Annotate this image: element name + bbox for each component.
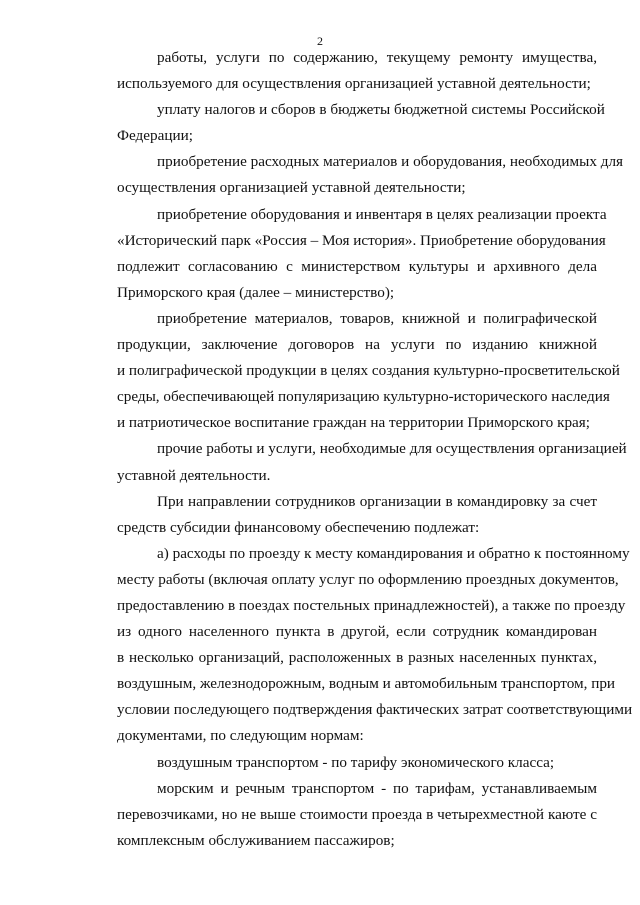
text-line: и полиграфической продукции в целях создания культурно-просветительской bbox=[117, 362, 620, 380]
text-line: средств субсидии финансовому обеспечению подлежат: bbox=[117, 518, 480, 536]
text-line: приобретение материалов, товаров, книжной и полиграфической bbox=[157, 309, 597, 327]
text-line: воздушным, железнодорожным, водным и автомобильным транспортом, при bbox=[117, 675, 616, 693]
paragraph bbox=[77, 776, 597, 854]
paragraph bbox=[77, 97, 605, 149]
text-line: в несколько организаций, расположенных в разных населенных пунктах, bbox=[117, 649, 597, 667]
text-line: приобретение расходных материалов и оборудования, необходимых для bbox=[157, 153, 624, 171]
text-line: месту работы (включая оплату услуг по оформлению проездных документов, bbox=[117, 570, 619, 588]
text-line: продукции, заключение договоров на услуги по изданию книжной bbox=[117, 336, 597, 354]
text-line: осуществления организацией уставной деятельности; bbox=[117, 179, 466, 197]
text-line: и патриотическое воспитание граждан на территории Приморского края; bbox=[117, 414, 590, 432]
paragraph bbox=[77, 436, 627, 488]
text-line: уплату налогов и сборов в бюджеты бюджетной системы Российской bbox=[157, 101, 605, 119]
text-line: работы, услуги по содержанию, текущему ремонту имущества, bbox=[157, 49, 597, 66]
text-line: документами, по следующим нормам: bbox=[117, 727, 364, 745]
paragraph bbox=[77, 202, 607, 306]
paragraph bbox=[77, 750, 597, 776]
text-line: подлежит согласованию с министерством культуры и архивного дела bbox=[117, 257, 597, 275]
text-line: среды, обеспечивающей популяризацию культурно-исторического наследия bbox=[117, 388, 610, 406]
text-line: комплексным обслуживанием пассажиров; bbox=[117, 831, 395, 849]
paragraph bbox=[77, 489, 597, 541]
text-line: приобретение оборудования и инвентаря в целях реализации проекта bbox=[157, 205, 607, 223]
text-line: используемого для осуществления организацией уставной деятельности; bbox=[117, 75, 591, 93]
document-body bbox=[77, 45, 633, 854]
text-line: морским и речным транспортом - по тарифам, устанавливаемым bbox=[157, 779, 597, 797]
text-line: из одного населенного пункта в другой, если сотрудник командирован bbox=[117, 623, 597, 641]
text-line: При направлении сотрудников организации в командировку за счет bbox=[157, 492, 597, 510]
text-line: условии последующего подтверждения фактических затрат соответствующими bbox=[117, 701, 633, 719]
text-line: воздушным транспортом - по тарифу экономического класса; bbox=[157, 753, 555, 771]
paragraph bbox=[77, 149, 624, 201]
text-line: предоставлению в поездах постельных принадлежностей), а также по проезду bbox=[117, 596, 626, 614]
text-line: Приморского края (далее – министерство); bbox=[117, 283, 395, 301]
text-line: «Исторический парк «Россия – Моя история». Приобретение оборудования bbox=[117, 231, 606, 249]
text-line: уставной деятельности. bbox=[117, 466, 271, 484]
page-number: 2 bbox=[317, 34, 323, 48]
paragraph bbox=[77, 45, 597, 97]
text-line: прочие работы и услуги, необходимые для осуществления организацией bbox=[157, 440, 627, 458]
text-line: а) расходы по проезду к месту командирования и обратно к постоянному bbox=[157, 544, 630, 562]
text-line: Федерации; bbox=[117, 127, 193, 145]
paragraph bbox=[77, 541, 633, 750]
paragraph bbox=[77, 306, 620, 436]
text-line: перевозчиками, но не выше стоимости проезда в четырехместной каюте с bbox=[117, 805, 597, 823]
